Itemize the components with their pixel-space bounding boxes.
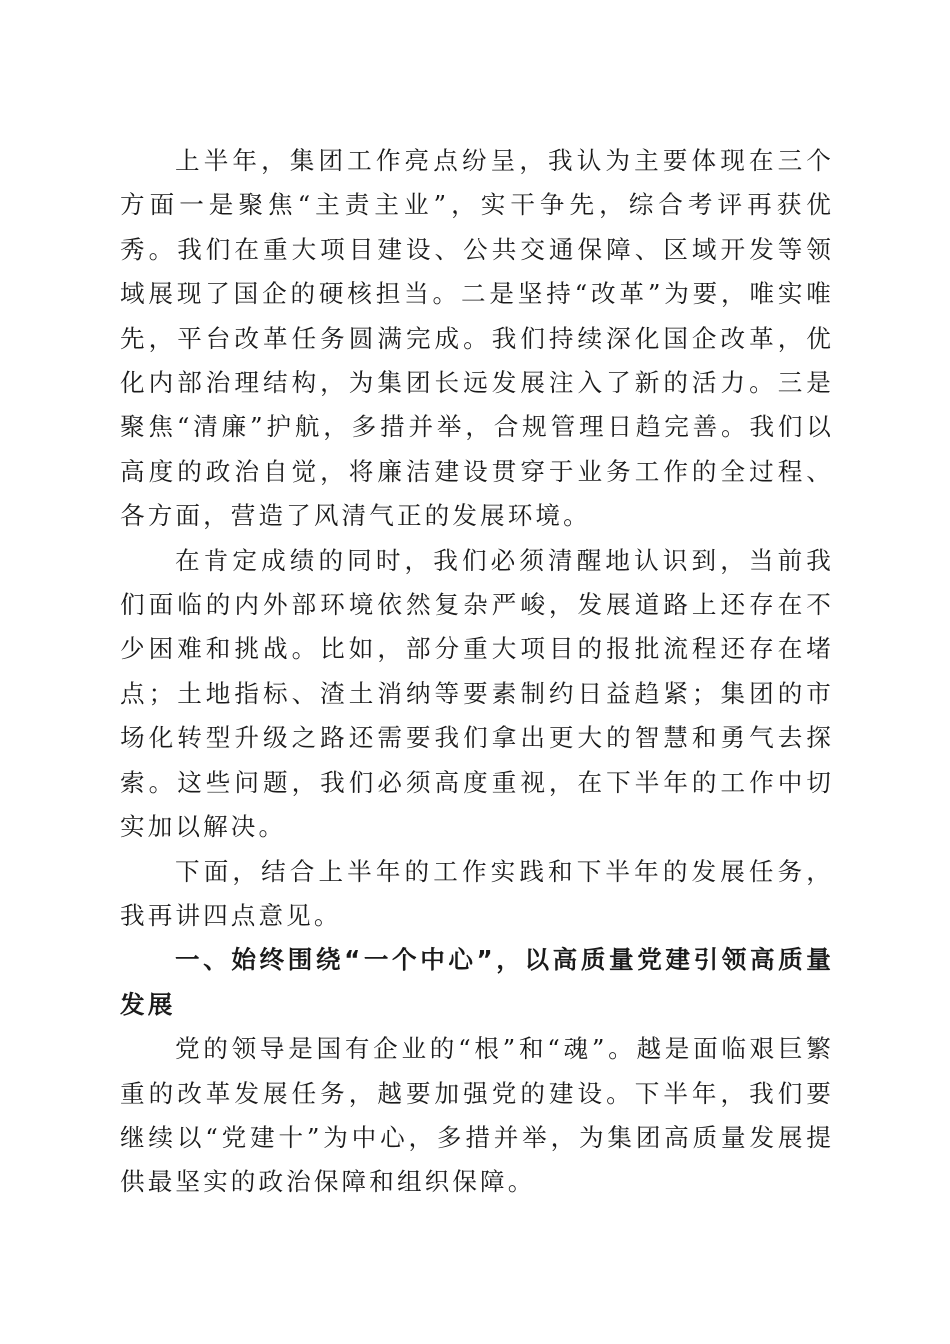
- document-body: [120, 139, 834, 1205]
- paragraph-challenges: 在肯定成绩的同时，我们必须清醒地认识到，当前我们面临的内外部环境依然复杂严峻，发展道路上还存在不少困难和挑战。比如，部分重大项目的报批流程还存在堵点；土地指标、渣土消纳等要素制约日益趋紧；集团的市场化转型升级之路还需要我们拿出更大的智慧和勇气去探索。这些问题，我们必须高度重视，在下半年的工作中切实加以解决。: [120, 545, 834, 842]
- paragraph-party-leadership: 党的领导是国有企业的“根”和“魂”。越是面临艰巨繁重的改革发展任务，越要加强党的建设。下半年，我们要继续以“党建十”为中心，多措并举，为集团高质量发展提供最坚实的政治保障和组织保障。: [120, 1034, 834, 1197]
- paragraph-first-half-highlights: 上半年，集团工作亮点纷呈，我认为主要体现在三个方面一是聚焦“主责主业”，实干争先，综合考评再获优秀。我们在重大项目建设、公共交通保障、区域开发等领域展现了国企的硬核担当。二是坚持“改革”为要，唯实唯先，平台改革任务圆满完成。我们持续深化国企改革，优化内部治理结构，为集团长远发展注入了新的活力。三是聚焦“清廉”护航，多措并举，合规管理日趋完善。我们以高度的政治自觉，将廉洁建设贯穿于业务工作的全过程、各方面，营造了风清气正的发展环境。: [120, 146, 834, 531]
- section-heading-one-center: 一、始终围绕“一个中心”，以高质量党建引领高质量发展: [120, 945, 834, 1019]
- paragraph-four-opinions-intro: 下面，结合上半年的工作实践和下半年的发展任务，我再讲四点意见。: [120, 856, 834, 930]
